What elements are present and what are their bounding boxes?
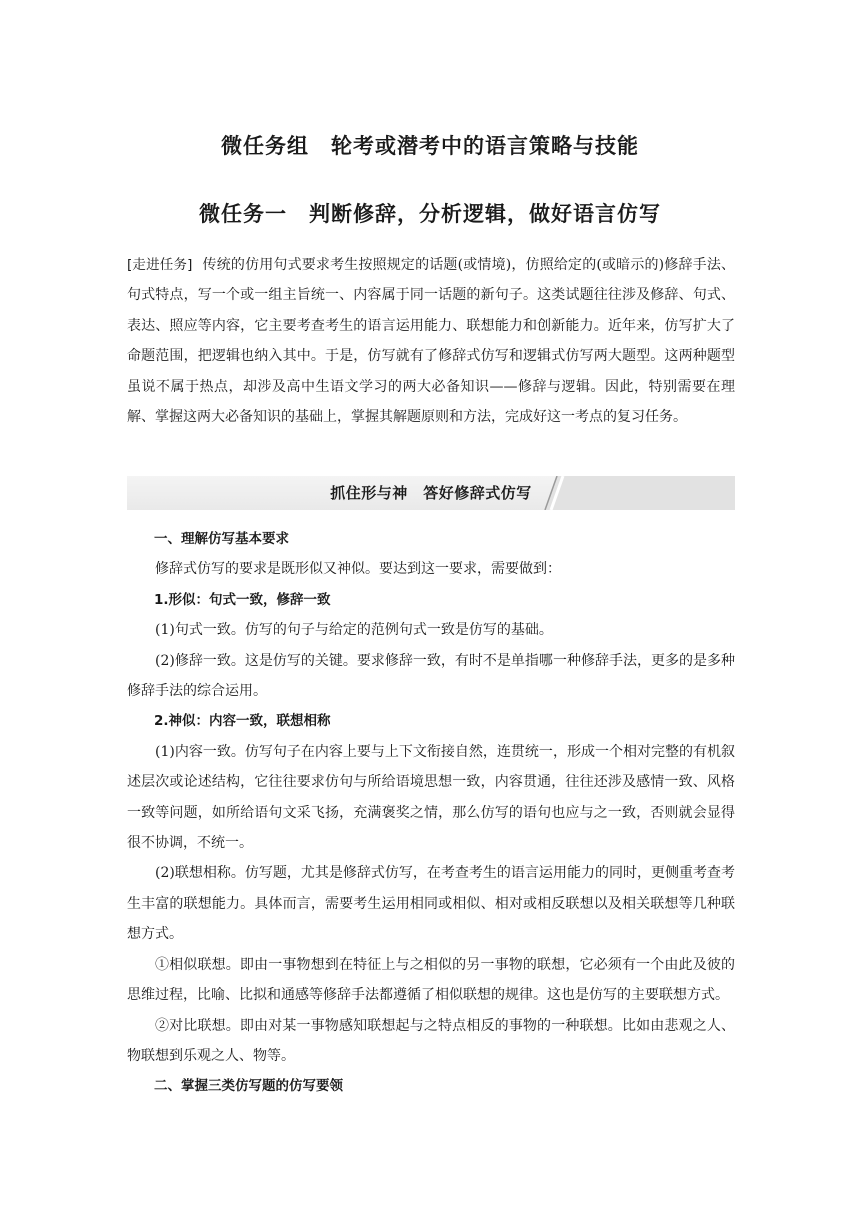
page-title: 微任务组 轮考或潜考中的语言策略与技能 (221, 134, 639, 158)
intro-text: 传统的仿用句式要求考生按照规定的话题(或情境)，仿照给定的(或暗示的)修辞手法、句式特点，写一个或一组主旨统一、内容属于同一话题的新句子。这类试题往往涉及修辞、句式、表达、照应等内容，它主要考查考生的语言运用能力、联想能力和创新能力。近年来，仿写扩大了命题范围，把逻辑也纳入其中。于是，仿写就有了修辞式仿写和逻辑式仿写两大题型。这两种题型虽说不属于热点，却涉及高中生语文学习的两大必备知识——修辞与逻辑。因此，特别需要在理解、掌握这两大必备知识的基础上，掌握其解题原则和方法，完成好这一考点的复习任务。 (127, 257, 735, 426)
subheading-spirit-similarity: 2.神似：内容一致，联想相称 (154, 713, 331, 730)
paragraph: (1)句式一致。仿写的句子与给定的范例句式一致是仿写的基础。 (155, 622, 553, 639)
paragraph: 修辞式仿写的要求是既形似又神似。要达到这一要求，需要做到： (155, 561, 561, 578)
intro-paragraph (127, 250, 735, 432)
heading-understand-requirements: 一、理解仿写基本要求 (154, 531, 289, 547)
intro-label: [走进任务] (127, 257, 193, 273)
paragraph: (2)修辞一致。这是仿写的关键。要求修辞一致，有时不是单指哪一种修辞手法，更多的是多种修辞手法的综合运用。 (127, 652, 735, 700)
heading-master-three-types: 二、掌握三类仿写题的仿写要领 (154, 1078, 343, 1095)
section-banner (127, 476, 735, 510)
paragraph: (1)内容一致。仿写句子在内容上要与上下文衔接自然，连贯统一，形成一个相对完整的有机叙述层次或论述结构，它往往要求仿句与所给语境思想一致，内容贯通，往往还涉及感情一致、风格一致等问题，如所给语句文采飞扬，充满褒奖之情，那么仿写的语句也应与之一致，否则就会显得很不协调，不统一。 (127, 743, 735, 852)
task-subtitle: 微任务一 判断修辞，分析逻辑，做好语言仿写 (199, 202, 661, 226)
paragraph: (2)联想相称。仿写题，尤其是修辞式仿写，在考查考生的语言运用能力的同时，更侧重考查考生丰富的联想能力。具体而言，需要考生运用相同或相似、相对或相反联想以及相关联想等几种联想方式。 (127, 865, 735, 943)
subheading-form-similarity: 1.形似：句式一致，修辞一致 (154, 591, 331, 608)
paragraph: ①相似联想。即由一事物想到在特征上与之相似的另一事物的联想，它必须有一个由此及彼的思维过程，比喻、比拟和通感等修辞手法都遵循了相似联想的规律。这也是仿写的主要联想方式。 (127, 956, 735, 1004)
document-body (127, 524, 735, 1102)
banner-label: 抓住形与神 答好修辞式仿写 (330, 484, 532, 502)
paragraph: ②对比联想。即由对某一事物感知联想起与之特点相反的事物的一种联想。比如由悲观之人、物联想到乐观之人、物等。 (127, 1017, 735, 1064)
